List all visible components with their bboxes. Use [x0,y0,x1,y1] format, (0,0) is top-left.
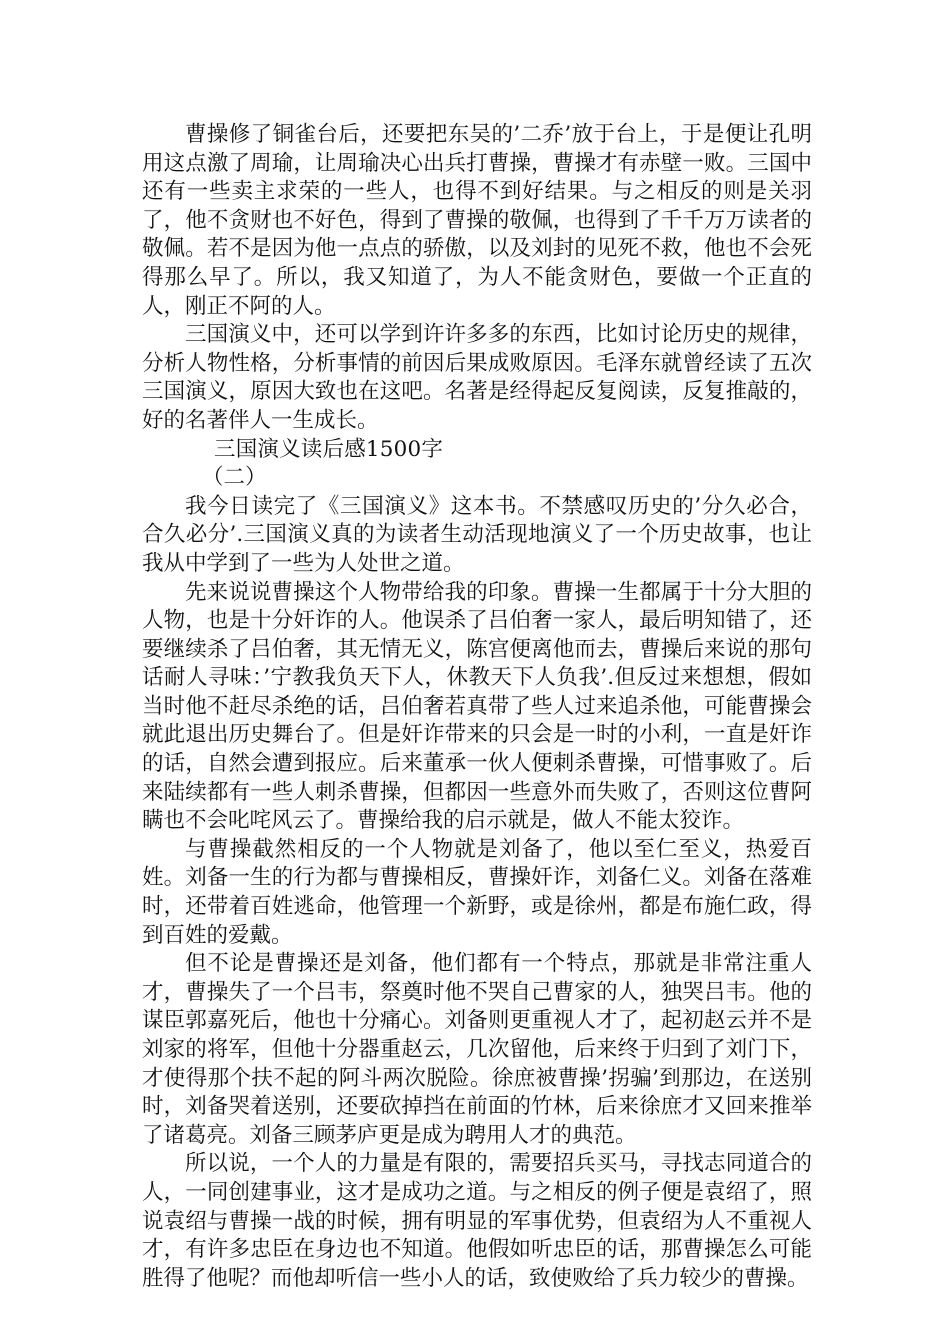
essay-section-number: （二） [202,465,267,491]
paragraph-talent: 但不论是曹操还是刘备，他们都有一个特点，那就是非常注重人才，曹操失了一个吕韦，祭奠时他不哭自己曹家的人，独哭吕韦。他的谋臣郭嘉死后，他也十分痛心。刘备则更重视人才了，起初赵云并不是刘家的将军，但他十分器重赵云，几次留他，后来终于归到了刘门下，才使得那个扶不起的阿斗两次脱险。徐庶被曹操’拐骗’到那边，在送别时，刘备哭着送别，还要砍掉挡在前面的竹林，后来徐庶才又回来推举了诸葛亮。刘备三顾茅庐更是成为聘用人才的典范。 [142,951,812,1148]
essay-title: 三国演义读后感1500字 [214,436,444,462]
paragraph-lessons: 三国演义中，还可以学到许许多多的东西，比如讨论历史的规律，分析人物性格，分析事情的前因后果成败原因。毛泽东就曾经读了五次三国演义，原因大致也在这吧。名著是经得起反复阅读，反复推敲的，好的名著伴人一生成长。 [142,322,812,433]
document-page [142,121,812,1293]
paragraph-liubei: 与曹操截然相反的一个人物就是刘备了，他以至仁至义，热爱百姓。刘备一生的行为都与曹操相反，曹操奸诈，刘备仁义。刘备在落难时，还带着百姓逃命，他管理一个新野，或是徐州，都是布施仁政，得到百姓的爱戴。 [142,836,812,948]
paragraph-tongquetai: 曹操修了铜雀台后，还要把东吴的’二乔’放于台上，于是便让孔明用这点激了周瑜，让周瑜决心出兵打曹操，曹操才有赤壁一败。三国中还有一些卖主求荣的一些人，也得不到好结果。与之相反的则是关羽了，他不贪财也不好色，得到了曹操的敬佩，也得到了千千万万读者的敬佩。若不是因为他一点点的骄傲，以及刘封的见死不救，他也不会死得那么早了。所以，我又知道了，为人不能贪财色，要做一个正直的人，刚正不阿的人。 [142,122,812,319]
paragraph-conclusion: 所以说，一个人的力量是有限的，需要招兵买马，寻找志同道合的人，一同创建事业，这才是成功之道。与之相反的例子便是袁绍了，照说袁绍与曹操一战的时候，拥有明显的军事优势，但袁绍为人不重视人才，有许多忠臣在身边也不知道。他假如听忠臣的话，那曹操怎么可能胜得了他呢？而他却听信一些小人的话，致使败给了兵力较少的曹操。 [142,1151,812,1291]
paragraph-intro: 我今日读完了《三国演义》这本书。不禁感叹历史的’分久必合，合久必分’.三国演义真的为读者生动活现地演义了一个历史故事，也让我从中学到了一些为人处世之道。 [142,493,812,576]
paragraph-caocao: 先来说说曹操这个人物带给我的印象。曹操一生都属于十分大胆的人物，也是十分奸诈的人。他误杀了吕伯奢一家人，最后明知错了，还要继续杀了吕伯奢，其无情无义，陈宫便离他而去，曹操后来说的那句话耐人寻味：’宁教我负天下人，休教天下人负我’.但反过来想想，假如当时他不赶尽杀绝的话，吕伯奢若真带了些人过来追杀他，可能曹操会就此退出历史舞台了。但是奸诈带来的只会是一时的小利，一直是奸诈的话，自然会遭到报应。后来董承一伙人便刺杀曹操，可惜事败了。后来陆续都有一些人刺杀曹操，但都因一些意外而失败了，否则这位曹阿瞒也不会叱咤风云了。曹操给我的启示就是，做人不能太狡诈。 [142,579,812,834]
